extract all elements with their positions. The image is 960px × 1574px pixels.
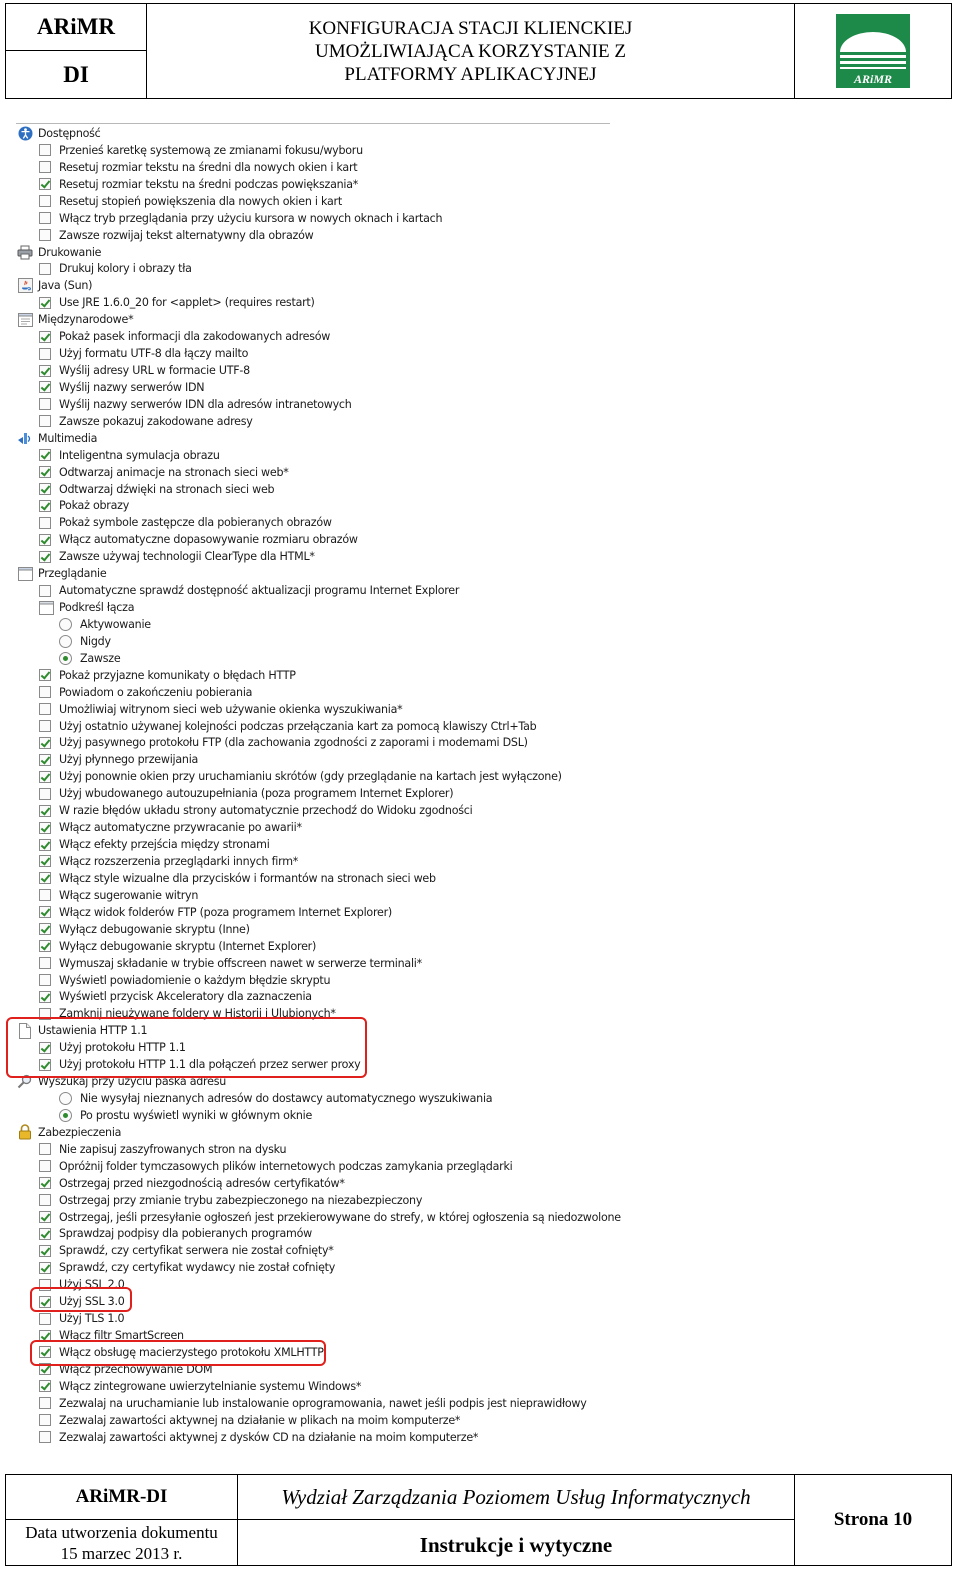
settings-checkbox-option[interactable] — [39, 1175, 345, 1192]
option-label: Włącz sugerowanie witryn — [59, 888, 199, 902]
option-checkbox[interactable] — [39, 517, 51, 529]
option-checkbox[interactable] — [39, 906, 51, 918]
option-label: Powiadom o zakończeniu pobierania — [59, 685, 253, 699]
option-radio[interactable] — [59, 1092, 72, 1105]
settings-category — [17, 125, 101, 142]
settings-checkbox-option[interactable] — [39, 921, 250, 938]
option-label: Po prostu wyświetl wyniki w głównym oknie — [80, 1108, 313, 1122]
option-label: Inteligentna symulacja obrazu — [59, 448, 220, 462]
option-checkbox[interactable] — [39, 788, 51, 800]
settings-checkbox-option[interactable] — [39, 1395, 587, 1412]
option-checkbox[interactable] — [39, 466, 51, 478]
option-label: Nigdy — [80, 634, 111, 648]
settings-checkbox-option[interactable] — [39, 464, 289, 481]
option-label: Pokaż pasek informacji dla zakodowanych adresów — [59, 330, 331, 344]
multimedia-icon — [17, 430, 33, 446]
settings-checkbox-option[interactable] — [39, 1412, 460, 1429]
settings-checkbox-option[interactable] — [39, 988, 312, 1005]
option-checkbox[interactable] — [39, 1397, 51, 1409]
option-checkbox[interactable] — [39, 1194, 51, 1206]
settings-checkbox-option[interactable] — [39, 836, 270, 853]
option-checkbox[interactable] — [39, 1177, 51, 1189]
option-label: Zezwalaj zawartości aktywnej na działanie w plikach na moim komputerze* — [59, 1413, 461, 1427]
option-label: Resetuj rozmiar tekstu na średni dla nowych okien i kart — [59, 160, 358, 174]
settings-category — [17, 1124, 121, 1141]
logo-text: ARiMR — [853, 72, 893, 86]
settings-checkbox-option[interactable] — [39, 1242, 334, 1259]
option-label: Zabezpieczenia — [38, 1125, 122, 1139]
option-label: Użyj ponownie okien przy uruchamianiu skrótów (gdy przeglądanie na kartach jest wyłączone) — [59, 770, 562, 784]
header-title-line: PLATFORMY APLIKACYJNEJ — [344, 63, 597, 85]
option-checkbox[interactable] — [39, 1380, 51, 1392]
option-label: Drukuj kolory i obrazy tła — [59, 262, 192, 276]
option-label: Ustawienia HTTP 1.1 — [38, 1024, 148, 1038]
option-label: Użyj formatu UTF-8 dla łączy mailto — [59, 347, 249, 361]
option-label: Odtwarzaj dźwięki na stronach sieci web — [59, 482, 275, 496]
footer-org-dept: ARiMR-DI — [6, 1475, 238, 1520]
settings-checkbox-option[interactable] — [39, 1158, 512, 1175]
settings-checkbox-option[interactable] — [39, 514, 332, 531]
settings-checkbox-option[interactable] — [39, 802, 472, 819]
option-label: Zezwalaj na uruchamianie lub instalowanie oprogramowania, nawet jeśli podpis jest nieprawidłowy — [59, 1396, 587, 1410]
option-checkbox[interactable] — [39, 720, 51, 732]
highlight-http11 — [6, 1017, 367, 1078]
footer-created-date: 15 marzec 2013 r. — [60, 1543, 183, 1563]
option-label: Włącz obsługę macierzystego protokołu XMLHTTP — [59, 1345, 324, 1359]
tree-top-border — [16, 123, 610, 124]
option-checkbox[interactable] — [39, 1431, 51, 1443]
settings-checkbox-option[interactable] — [39, 497, 129, 514]
settings-checkbox-option[interactable] — [39, 972, 330, 989]
settings-checkbox-option[interactable] — [39, 481, 274, 498]
option-label: Włącz style wizualne dla przycisków i formantów na stronach sieci web — [59, 871, 436, 885]
option-checkbox[interactable] — [39, 771, 51, 783]
header-title-line: UMOŻLIWIAJĄCA KORZYSTANIE Z — [315, 40, 626, 62]
option-checkbox[interactable] — [39, 331, 51, 343]
option-label: Wyświetl przycisk Akceleratory dla zaznaczenia — [59, 990, 312, 1004]
header-title-line: KONFIGURACJA STACJI KLIENCKIEJ — [308, 17, 633, 39]
settings-checkbox-option[interactable] — [39, 1225, 312, 1242]
settings-checkbox-option[interactable] — [39, 1378, 361, 1395]
option-label: Wyślij nazwy serwerów IDN — [59, 380, 205, 394]
settings-checkbox-option[interactable] — [39, 1141, 286, 1158]
option-label: Zezwalaj zawartości aktywnej z dysków CD na działanie na moim komputerze* — [59, 1430, 479, 1444]
option-label: Pokaż obrazy — [59, 499, 130, 513]
option-label: Opróżnij folder tymczasowych plików internetowych podczas zamykania przeglądarki — [59, 1159, 513, 1173]
settings-checkbox-option[interactable] — [39, 176, 358, 193]
document-footer — [5, 1474, 952, 1566]
option-label: Przenieś karetkę systemową ze zmianami fokusu/wyboru — [59, 143, 363, 157]
option-checkbox[interactable] — [39, 212, 51, 224]
option-label: Międzynarodowe* — [38, 313, 134, 327]
footer-doc-type: Instrukcje i wytyczne — [238, 1520, 795, 1565]
option-label: Java (Sun) — [38, 279, 93, 293]
settings-category — [17, 430, 97, 447]
settings-checkbox-option[interactable] — [39, 684, 252, 701]
header-dept: DI — [6, 51, 147, 98]
settings-checkbox-option[interactable] — [39, 294, 315, 311]
option-checkbox[interactable] — [39, 822, 51, 834]
option-label: W razie błędów układu strony automatycznie przechodź do Widoku zgodności — [59, 804, 473, 818]
settings-category — [17, 277, 92, 294]
option-checkbox[interactable] — [39, 754, 51, 766]
settings-radio-option[interactable] — [59, 616, 151, 633]
option-label: Wyświetl powiadomienie o każdym błędzie skryptu — [59, 973, 331, 987]
option-checkbox[interactable] — [39, 1228, 51, 1240]
option-label: Zawsze rozwijaj tekst alternatywny dla obrazów — [59, 228, 314, 242]
option-checkbox[interactable] — [39, 703, 51, 715]
option-label: Wyszukaj przy użyciu paska adresu — [38, 1075, 227, 1089]
option-label: Resetuj stopień powiększenia dla nowych okien i kart — [59, 194, 342, 208]
lock-icon — [17, 1124, 33, 1140]
settings-checkbox-option[interactable] — [39, 667, 296, 684]
accessibility-icon — [17, 126, 33, 142]
option-checkbox[interactable] — [39, 348, 51, 360]
option-checkbox[interactable] — [39, 1262, 51, 1274]
option-label: Włącz automatyczne dopasowywanie rozmiaru obrazów — [59, 533, 358, 547]
option-label: Włącz efekty przejścia między stronami — [59, 838, 270, 852]
option-label: Drukowanie — [38, 245, 102, 259]
settings-checkbox-option[interactable] — [39, 701, 402, 718]
settings-checkbox-option[interactable] — [39, 768, 562, 785]
option-label: Resetuj rozmiar tekstu na średni podczas powiększania* — [59, 177, 359, 191]
option-label: Użyj pasywnego protokołu FTP (dla zachowania zgodności z zaporami i modemami DSL) — [59, 736, 528, 750]
option-label: Pokaż symbole zastępcze dla pobieranych obrazów — [59, 516, 332, 530]
option-label: Zawsze używaj technologii ClearType dla HTML* — [59, 550, 315, 564]
settings-checkbox-option[interactable] — [39, 955, 422, 972]
option-radio[interactable] — [59, 635, 72, 648]
option-label: Użyj protokołu HTTP 1.1 dla połączeń przez serwer proxy — [59, 1058, 361, 1072]
option-checkbox[interactable] — [39, 398, 51, 410]
settings-checkbox-option[interactable] — [39, 870, 436, 887]
option-checkbox[interactable] — [39, 889, 51, 901]
arimr-logo — [795, 4, 951, 98]
option-label: Multimedia — [38, 431, 98, 445]
option-label: Odtwarzaj animacje na stronach sieci web* — [59, 465, 289, 479]
footer-created — [6, 1520, 238, 1565]
option-checkbox[interactable] — [39, 1245, 51, 1257]
header-org: ARiMR — [6, 4, 147, 51]
option-label: Ostrzegaj przy zmianie trybu zabezpieczonego na niezabezpieczony — [59, 1193, 423, 1207]
settings-checkbox-option[interactable] — [39, 734, 528, 751]
settings-checkbox-option[interactable] — [39, 379, 204, 396]
option-checkbox[interactable] — [39, 365, 51, 377]
settings-checkbox-option[interactable] — [39, 193, 342, 210]
option-label: Sprawdź, czy certyfikat wydawcy nie został cofnięty — [59, 1261, 336, 1275]
settings-checkbox-option[interactable] — [39, 1209, 621, 1226]
option-label: Zawsze pokazuj zakodowane adresy — [59, 414, 253, 428]
option-checkbox[interactable] — [39, 686, 51, 698]
settings-checkbox-option[interactable] — [39, 328, 330, 345]
option-label: Wyślij nazwy serwerów IDN dla adresów intranetowych — [59, 397, 352, 411]
option-checkbox[interactable] — [39, 195, 51, 207]
option-checkbox[interactable] — [39, 381, 51, 393]
settings-checkbox-option[interactable] — [39, 1310, 124, 1327]
settings-checkbox-option[interactable] — [39, 938, 316, 955]
option-label: Zamknij nieużywane foldery w Historii i Ulubionych* — [59, 1007, 336, 1021]
option-label: Użyj SSL 2.0 — [59, 1278, 125, 1292]
footer-page-number: Strona 10 — [833, 1509, 913, 1530]
settings-category — [17, 244, 101, 261]
option-label: Użyj SSL 3.0 — [59, 1295, 125, 1309]
option-checkbox[interactable] — [39, 855, 51, 867]
settings-checkbox-option[interactable] — [39, 819, 302, 836]
settings-checkbox-option[interactable] — [39, 142, 363, 159]
option-label: Włącz tryb przeglądania przy użyciu kursora w nowych oknach i kartach — [59, 211, 443, 225]
settings-checkbox-option[interactable] — [39, 582, 459, 599]
option-label: Umożliwiaj witrynom sieci web używanie okienka wyszukiwania* — [59, 702, 403, 716]
settings-checkbox-option[interactable] — [39, 260, 192, 277]
option-radio[interactable] — [59, 652, 72, 665]
settings-checkbox-option[interactable] — [39, 785, 453, 802]
settings-checkbox-option[interactable] — [39, 1192, 422, 1209]
document-header — [5, 3, 952, 99]
option-label: Sprawdzaj podpisy dla pobieranych programów — [59, 1227, 312, 1241]
option-checkbox[interactable] — [39, 297, 51, 309]
footer-created-label: Data utworzenia dokumentu — [25, 1522, 218, 1542]
option-label: Wymuszaj składanie w trybie offscreen nawet w serwerze terminali* — [59, 956, 422, 970]
international-icon — [17, 312, 33, 328]
option-checkbox[interactable] — [39, 534, 51, 546]
arimr-logo-icon — [836, 14, 910, 88]
settings-category — [17, 565, 106, 582]
option-label: Włącz widok folderów FTP (poza programem Internet Explorer) — [59, 905, 392, 919]
settings-category — [17, 311, 133, 328]
option-checkbox[interactable] — [39, 415, 51, 427]
settings-radio-option[interactable] — [59, 650, 120, 667]
option-checkbox[interactable] — [39, 1160, 51, 1172]
option-label: Użyj płynnego przewijania — [59, 753, 199, 767]
printer-icon — [17, 244, 33, 260]
settings-checkbox-option[interactable] — [39, 227, 313, 244]
option-checkbox[interactable] — [39, 263, 51, 275]
settings-checkbox-option[interactable] — [39, 210, 442, 227]
option-label: Użyj TLS 1.0 — [59, 1312, 125, 1326]
option-checkbox[interactable] — [39, 500, 51, 512]
option-label: Użyj protokołu HTTP 1.1 — [59, 1041, 186, 1055]
option-checkbox[interactable] — [39, 872, 51, 884]
settings-checkbox-option[interactable] — [39, 362, 250, 379]
settings-radio-option[interactable] — [59, 1090, 492, 1107]
option-label: Aktywowanie — [80, 617, 151, 631]
option-radio[interactable] — [59, 618, 72, 631]
settings-checkbox-option[interactable] — [39, 345, 248, 362]
option-checkbox[interactable] — [39, 923, 51, 935]
option-checkbox[interactable] — [39, 144, 51, 156]
option-checkbox[interactable] — [39, 178, 51, 190]
option-label: Włącz automatyczne przywracanie po awarii* — [59, 821, 302, 835]
browsing-icon — [17, 566, 33, 582]
option-label: Use JRE 1.6.0_20 for <applet> (requires restart) — [59, 296, 315, 310]
option-label: Nie wysyłaj nieznanych adresów do dostawcy automatycznego wyszukiwania — [80, 1092, 493, 1105]
option-checkbox[interactable] — [39, 1211, 51, 1223]
option-label: Użyj ostatnio używanej kolejności podczas przełączania kart za pomocą klawiszy Ctrl+Tab — [59, 719, 537, 733]
settings-checkbox-option[interactable] — [39, 447, 220, 464]
settings-checkbox-option[interactable] — [39, 396, 352, 413]
settings-checkbox-option[interactable] — [39, 751, 198, 768]
option-checkbox[interactable] — [39, 957, 51, 969]
highlight-xmlhttp — [30, 1340, 326, 1366]
option-label: Przeglądanie — [38, 567, 107, 581]
option-label: Ostrzegaj przed niezgodnością adresów certyfikatów* — [59, 1176, 345, 1190]
option-checkbox[interactable] — [39, 839, 51, 851]
settings-radio-option[interactable] — [59, 633, 111, 650]
option-label: Sprawdź, czy certyfikat serwera nie został cofnięty* — [59, 1244, 334, 1258]
settings-checkbox-option[interactable] — [39, 1429, 478, 1446]
option-checkbox[interactable] — [39, 449, 51, 461]
settings-checkbox-option[interactable] — [39, 531, 358, 548]
option-checkbox[interactable] — [39, 940, 51, 952]
option-label: Włącz filtr SmartScreen — [59, 1329, 184, 1343]
option-label: Pokaż przyjazne komunikaty o błędach HTTP — [59, 668, 296, 682]
java-icon — [17, 278, 33, 294]
option-checkbox[interactable] — [39, 991, 51, 1003]
option-checkbox[interactable] — [39, 669, 51, 681]
settings-checkbox-option[interactable] — [39, 853, 298, 870]
option-checkbox[interactable] — [39, 805, 51, 817]
option-checkbox[interactable] — [39, 585, 51, 597]
settings-radio-option[interactable] — [59, 1107, 312, 1124]
option-label: Podkreśl łącza — [59, 601, 135, 615]
option-label: Użyj wbudowanego autouzupełniania (poza programem Internet Explorer) — [59, 787, 454, 801]
option-label: Automatyczne sprawdź dostępność aktualizacji programu Internet Explorer — [59, 584, 460, 598]
option-radio[interactable] — [59, 1109, 72, 1122]
settings-checkbox-option[interactable] — [39, 718, 536, 735]
settings-checkbox-option[interactable] — [39, 904, 392, 921]
settings-checkbox-option[interactable] — [39, 548, 315, 565]
option-checkbox[interactable] — [39, 737, 51, 749]
option-checkbox[interactable] — [39, 229, 51, 241]
option-label: Wyłącz debugowanie skryptu (Inne) — [59, 922, 250, 936]
option-label: Ostrzegaj, jeśli przesyłanie ogłoszeń jest przekierowywane do strefy, w której ogłoszenia są niedozwolone — [59, 1210, 621, 1224]
option-label: Dostępność — [38, 127, 101, 140]
option-checkbox[interactable] — [39, 1143, 51, 1155]
option-label: Włącz rozszerzenia przeglądarki innych firm* — [59, 854, 299, 868]
header-title — [147, 4, 795, 98]
advanced-settings-tree — [12, 122, 621, 1447]
option-label: Zawsze — [80, 651, 121, 665]
underline-links-icon — [38, 600, 54, 616]
option-label: Nie zapisuj zaszyfrowanych stron na dysku — [59, 1142, 287, 1156]
footer-division: Wydział Zarządzania Poziomem Usług Informatycznych — [238, 1475, 795, 1520]
settings-checkbox-option[interactable] — [39, 413, 253, 430]
option-checkbox[interactable] — [39, 551, 51, 563]
option-checkbox[interactable] — [39, 161, 51, 173]
settings-checkbox-option[interactable] — [39, 887, 198, 904]
settings-subcategory — [38, 599, 134, 616]
option-label: Włącz przechowywanie DOM — [59, 1362, 213, 1376]
option-label: Włącz zintegrowane uwierzytelnianie systemu Windows* — [59, 1379, 362, 1393]
highlight-ssl30 — [30, 1287, 132, 1312]
option-checkbox[interactable] — [39, 483, 51, 495]
option-checkbox[interactable] — [39, 974, 51, 986]
option-checkbox[interactable] — [39, 1414, 51, 1426]
settings-checkbox-option[interactable] — [39, 159, 357, 176]
option-checkbox[interactable] — [39, 1313, 51, 1325]
option-label: Wyślij adresy URL w formacie UTF-8 — [59, 364, 250, 378]
settings-checkbox-option[interactable] — [39, 1259, 335, 1276]
option-label: Wyłącz debugowanie skryptu (Internet Explorer) — [59, 939, 317, 953]
